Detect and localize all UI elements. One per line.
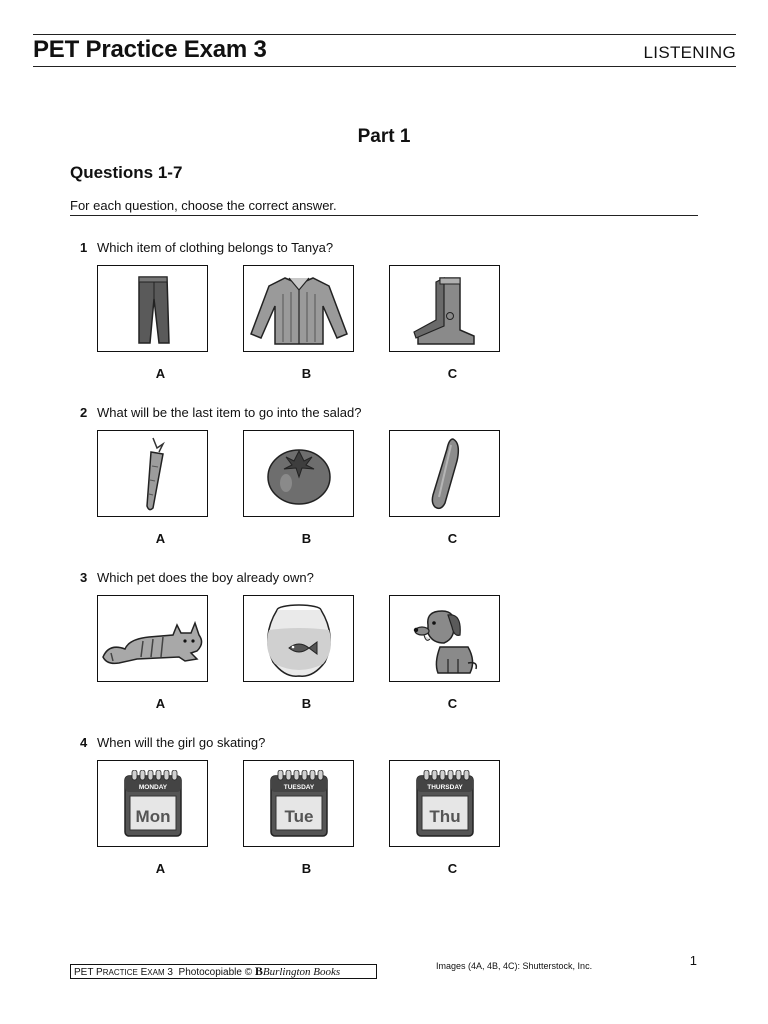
option-b-picture[interactable]: [243, 265, 354, 352]
part-title: Part 1: [357, 126, 411, 147]
option-b-label: B: [301, 861, 312, 876]
dog-icon: [410, 603, 480, 675]
question-number: 2: [80, 405, 88, 420]
calendar-day-short: Thu: [428, 806, 461, 826]
trousers-icon: [123, 269, 183, 349]
fishbowl-icon: [259, 600, 339, 678]
option-a-picture[interactable]: [97, 595, 208, 682]
option-c-label: C: [447, 861, 458, 876]
option-a-label: A: [155, 696, 166, 711]
option-a-label: A: [155, 531, 166, 546]
calendar-day-short: Mon: [135, 806, 170, 826]
calendar-day-full: TUESDAY: [283, 783, 314, 791]
question-number: 4: [80, 735, 88, 750]
question-4: [0, 735, 768, 895]
tomato-icon: [264, 441, 334, 507]
footer-exam-initial: E: [137, 967, 148, 978]
question-text: What will be the last item to go into the salad?: [97, 405, 362, 420]
question-2: [0, 405, 768, 565]
footer-exam-rest: XAM: [147, 968, 165, 977]
option-c-picture[interactable]: [389, 595, 500, 682]
option-c-picture[interactable]: [389, 760, 500, 847]
question-number: 1: [80, 240, 88, 255]
option-a-picture[interactable]: [97, 265, 208, 352]
shirt-icon: [247, 270, 351, 348]
publisher-logo-mark: B: [254, 964, 263, 978]
footer-copyright-box: [70, 964, 377, 979]
cat-icon: [99, 609, 207, 669]
footer-practice-rest: RACTICE: [102, 968, 138, 977]
option-b-picture[interactable]: [243, 430, 354, 517]
question-text: Which item of clothing belongs to Tanya?: [97, 240, 334, 255]
footer-exam-number: 3: [164, 967, 173, 978]
question-3: [0, 570, 768, 730]
option-c-label: C: [447, 531, 458, 546]
option-b-picture[interactable]: [243, 760, 354, 847]
option-c-picture[interactable]: [389, 430, 500, 517]
cucumber-icon: [425, 435, 465, 513]
calendar-day-short: Tue: [284, 806, 313, 826]
instruction-rule: [70, 215, 698, 216]
option-c-label: C: [447, 366, 458, 381]
option-c-label: C: [447, 696, 458, 711]
option-c-picture[interactable]: [389, 265, 500, 352]
question-1: [0, 240, 768, 400]
calendar-icon: [123, 770, 183, 838]
question-number: 3: [80, 570, 88, 585]
section-label: LISTENING: [643, 43, 736, 62]
option-b-picture[interactable]: [243, 595, 354, 682]
image-credits: Images (4A, 4B, 4C): Shutterstock, Inc.: [436, 961, 593, 971]
option-b-label: B: [301, 696, 312, 711]
header-top-rule: [33, 34, 736, 35]
page-number: 1: [689, 953, 697, 968]
option-b-label: B: [301, 366, 312, 381]
instruction-text: For each question, choose the correct answer.: [70, 198, 337, 213]
question-text: Which pet does the boy already own?: [97, 570, 314, 585]
header-bottom-rule: [33, 66, 736, 67]
footer-exam-prefix: PET P: [74, 967, 103, 978]
option-b-label: B: [301, 531, 312, 546]
exam-title: PET Practice Exam 3: [33, 36, 267, 63]
publisher-name: Burlington Books: [262, 966, 341, 978]
option-a-picture[interactable]: [97, 430, 208, 517]
carrot-icon: [133, 434, 173, 514]
questions-range: Questions 1-7: [70, 163, 183, 182]
calendar-day-full: THURSDAY: [426, 783, 463, 791]
option-a-label: A: [155, 861, 166, 876]
footer-photocopiable: Photocopiable ©: [178, 967, 253, 978]
calendar-icon: [269, 770, 329, 838]
option-a-picture[interactable]: [97, 760, 208, 847]
question-text: When will the girl go skating?: [97, 735, 266, 750]
calendar-icon: [415, 770, 475, 838]
option-a-label: A: [155, 366, 166, 381]
calendar-day-full: MONDAY: [138, 783, 167, 791]
boots-icon: [410, 272, 480, 346]
